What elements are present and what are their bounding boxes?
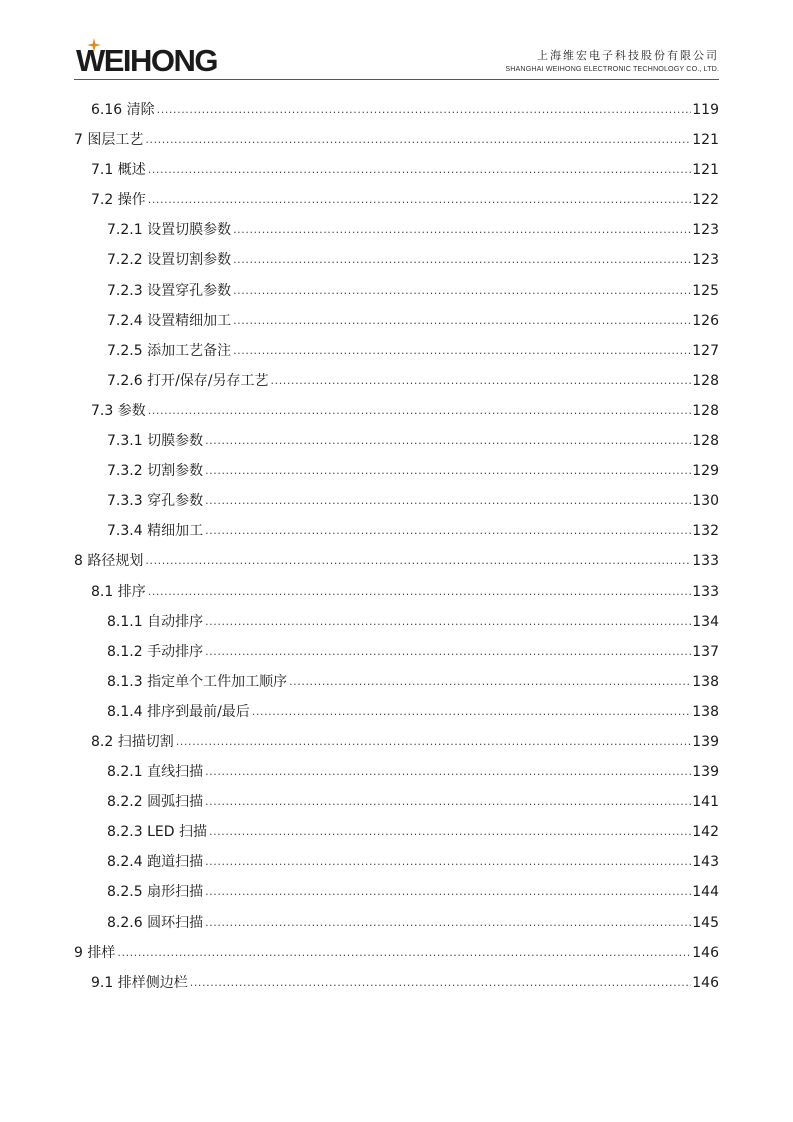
toc-entry-text: 扇形扫描: [147, 884, 204, 901]
toc-entry-text: 清除: [126, 102, 155, 118]
toc-page-number: 138: [692, 673, 719, 690]
toc-entry-number: 8.1.1: [107, 613, 143, 630]
toc-entry-number: 7.2.3: [107, 282, 143, 299]
toc-entry-number: 7.3.2: [107, 463, 143, 480]
company-name-cn: 上海维宏电子科技股份有限公司: [537, 49, 719, 62]
toc-dot-leader: [233, 214, 691, 245]
toc-entry[interactable]: [74, 516, 719, 546]
toc-page-number: 142: [692, 824, 719, 841]
toc-entry-title: [91, 968, 190, 998]
toc-entry-text: 排序: [117, 583, 146, 600]
toc-entry-text: 直线扫描: [147, 764, 204, 781]
toc-entry-title: [107, 426, 205, 456]
toc-entry-text: 自动排序: [147, 613, 204, 630]
toc-dot-leader: [190, 967, 692, 998]
toc-entry-number: 8.1.2: [107, 643, 143, 660]
toc-entry-number: 8.1.4: [107, 703, 143, 720]
toc-entry-title: [107, 877, 205, 907]
company-block: [505, 49, 719, 74]
toc-page-number: 133: [692, 553, 719, 570]
toc-entry[interactable]: [74, 607, 719, 637]
toc-entry[interactable]: [74, 877, 719, 907]
toc-page-number: 125: [692, 282, 719, 299]
toc-entry-text: LED 扫描: [147, 824, 207, 841]
toc-dot-leader: [148, 395, 692, 426]
toc-entry-number: 7.1: [91, 162, 114, 179]
page-header: [74, 36, 719, 82]
toc-entry-number: 7.2.4: [107, 312, 143, 329]
toc-entry[interactable]: [74, 426, 719, 456]
toc-dot-leader: [148, 184, 692, 215]
toc-dot-leader: [157, 94, 692, 125]
toc-dot-leader: [205, 515, 691, 546]
toc-entry-text: 参数: [117, 402, 146, 419]
toc-entry-title: [91, 185, 148, 215]
toc-entry[interactable]: [74, 817, 719, 847]
toc-page-number: 127: [692, 342, 719, 359]
toc-entry-number: 8.2.2: [107, 794, 143, 811]
toc-entry-number: 8.2: [91, 733, 114, 750]
toc-dot-leader: [252, 696, 691, 727]
toc-entry-number: 8.2.6: [107, 914, 143, 931]
toc-entry-title: [91, 155, 148, 185]
toc-page-number: 146: [692, 944, 719, 961]
toc-entry-title: [91, 396, 148, 426]
toc-entry-number: 8.1.3: [107, 673, 143, 690]
toc-entry-text: 路径规划: [87, 553, 144, 570]
toc-dot-leader: [233, 244, 691, 275]
toc-entry-text: 设置穿孔参数: [147, 282, 232, 299]
toc-entry[interactable]: [74, 155, 719, 185]
toc-entry[interactable]: [74, 637, 719, 667]
toc-entry[interactable]: [74, 727, 719, 757]
toc-entry-title: [107, 757, 205, 787]
toc-page-number: 123: [692, 252, 719, 269]
company-name-en: SHANGHAI WEIHONG ELECTRONIC TECHNOLOGY CO., LTD.: [505, 64, 719, 73]
toc-dot-leader: [233, 335, 691, 366]
toc-page-number: 130: [692, 493, 719, 510]
toc-entry[interactable]: [74, 546, 719, 576]
toc-entry-number: 9: [74, 944, 83, 961]
logo-text: WEIHONG: [76, 43, 218, 78]
toc-entry-title: [91, 95, 157, 125]
toc-entry-text: 打开/保存/另存工艺: [147, 372, 269, 389]
toc-entry-number: 7.3.3: [107, 493, 143, 510]
toc-entry-text: 跑道扫描: [147, 854, 204, 871]
toc-entry-title: [107, 456, 205, 486]
toc-page-number: 139: [692, 764, 719, 781]
toc-entry-number: 7: [74, 132, 83, 149]
toc-entry-number: 8.2.4: [107, 854, 143, 871]
toc-dot-leader: [145, 545, 691, 576]
toc-page-number: 121: [692, 132, 719, 149]
toc-entry-text: 设置切割参数: [147, 252, 232, 269]
toc-entry-title: [107, 667, 289, 697]
toc-page-number: 146: [692, 974, 719, 991]
toc-entry-number: 8: [74, 553, 83, 570]
toc-entry-text: 概述: [117, 162, 146, 179]
toc-entry[interactable]: [74, 276, 719, 306]
toc-entry[interactable]: [74, 396, 719, 426]
toc-entry-text: 排样: [87, 944, 116, 961]
toc-entry[interactable]: [74, 306, 719, 336]
toc-dot-leader: [233, 275, 691, 306]
toc-entry-title: [107, 366, 271, 396]
toc-entry-title: [107, 787, 205, 817]
toc-entry[interactable]: [74, 245, 719, 275]
toc-entry-number: 8.2.1: [107, 764, 143, 781]
toc-entry-number: 8.2.5: [107, 884, 143, 901]
toc-dot-leader: [205, 455, 691, 486]
toc-page-number: 123: [692, 222, 719, 239]
toc-dot-leader: [205, 846, 691, 877]
toc-entry-title: [107, 215, 233, 245]
toc-entry-text: 指定单个工件加工顺序: [147, 673, 288, 690]
toc-entry-number: 7.2.1: [107, 222, 143, 239]
toc-entry[interactable]: [74, 847, 719, 877]
toc-entry-title: [107, 908, 205, 938]
toc-entry-title: [107, 817, 209, 847]
toc-entry-number: 6.16: [91, 102, 123, 118]
toc-page-number: 137: [692, 643, 719, 660]
toc-entry-text: 切割参数: [147, 463, 204, 480]
toc-entry-number: 7.3.4: [107, 523, 143, 540]
toc-entry-title: [74, 938, 117, 968]
table-of-contents: [74, 95, 719, 998]
toc-entry-text: 设置切膜参数: [147, 222, 232, 239]
toc-entry[interactable]: [74, 908, 719, 938]
toc-entry-text: 扫描切割: [117, 733, 174, 750]
toc-entry-number: 7.2: [91, 192, 114, 209]
toc-entry[interactable]: [74, 215, 719, 245]
toc-entry[interactable]: [74, 486, 719, 516]
toc-page-number: 134: [692, 613, 719, 630]
toc-entry[interactable]: [74, 968, 719, 998]
toc-page-number: 144: [692, 884, 719, 901]
toc-entry-text: 图层工艺: [87, 132, 144, 149]
toc-page-number: 133: [692, 583, 719, 600]
toc-entry-text: 圆弧扫描: [147, 794, 204, 811]
toc-page-number: 122: [692, 192, 719, 209]
toc-entry-title: [74, 125, 145, 155]
toc-page-number: 128: [692, 372, 719, 389]
toc-dot-leader: [176, 726, 692, 757]
toc-page-number: 141: [692, 794, 719, 811]
toc-dot-leader: [209, 816, 691, 847]
toc-entry-title: [107, 607, 205, 637]
toc-entry-title: [107, 847, 205, 877]
toc-page-number: 128: [692, 402, 719, 419]
toc-dot-leader: [148, 576, 692, 607]
toc-page-number: 138: [692, 703, 719, 720]
toc-entry-text: 设置精细加工: [147, 312, 232, 329]
toc-page-number: 128: [692, 433, 719, 450]
toc-page-number: 126: [692, 312, 719, 329]
toc-dot-leader: [205, 485, 691, 516]
toc-entry[interactable]: [74, 757, 719, 787]
toc-dot-leader: [289, 666, 691, 697]
toc-entry-number: 7.3: [91, 402, 114, 419]
toc-entry-text: 精细加工: [147, 523, 204, 540]
toc-entry[interactable]: [74, 125, 719, 155]
toc-entry-title: [107, 516, 205, 546]
toc-entry-number: 7.2.2: [107, 252, 143, 269]
toc-entry-title: [91, 577, 148, 607]
toc-page-number: 145: [692, 914, 719, 931]
toc-entry[interactable]: [74, 456, 719, 486]
toc-dot-leader: [205, 876, 691, 907]
toc-entry-number: 9.1: [91, 974, 114, 991]
toc-dot-leader: [205, 786, 691, 817]
toc-dot-leader: [271, 365, 692, 396]
toc-dot-leader: [205, 756, 691, 787]
toc-dot-leader: [205, 907, 691, 938]
toc-entry-text: 排样侧边栏: [117, 974, 188, 991]
toc-entry-text: 穿孔参数: [147, 493, 204, 510]
toc-dot-leader: [205, 425, 691, 456]
toc-entry-title: [107, 697, 252, 727]
toc-entry-title: [107, 336, 233, 366]
toc-entry[interactable]: [74, 577, 719, 607]
toc-entry[interactable]: [74, 697, 719, 727]
toc-dot-leader: [233, 305, 691, 336]
weihong-logo: [74, 38, 249, 80]
toc-entry-title: [91, 727, 176, 757]
toc-page-number: 132: [692, 523, 719, 540]
toc-dot-leader: [205, 636, 691, 667]
toc-page-number: 129: [692, 463, 719, 480]
toc-entry-title: [74, 546, 145, 576]
toc-entry-text: 切膜参数: [147, 433, 204, 450]
toc-entry-text: 手动排序: [147, 643, 204, 660]
toc-dot-leader: [145, 124, 691, 155]
toc-entry-number: 8.1: [91, 583, 114, 600]
toc-entry-number: 7.3.1: [107, 433, 143, 450]
toc-entry[interactable]: [74, 938, 719, 968]
toc-entry-text: 添加工艺备注: [147, 342, 232, 359]
toc-entry[interactable]: [74, 787, 719, 817]
toc-entry-title: [107, 306, 233, 336]
toc-entry-title: [107, 245, 233, 275]
toc-entry[interactable]: [74, 185, 719, 215]
toc-entry-number: 8.2.3: [107, 824, 143, 841]
toc-dot-leader: [205, 606, 691, 637]
toc-entry[interactable]: [74, 366, 719, 396]
toc-entry-text: 排序到最前/最后: [147, 703, 250, 720]
toc-entry-title: [107, 276, 233, 306]
toc-entry-number: 7.2.6: [107, 372, 143, 389]
toc-page-number: 143: [692, 854, 719, 871]
toc-dot-leader: [148, 154, 692, 185]
toc-entry[interactable]: [74, 95, 719, 125]
toc-dot-leader: [117, 937, 691, 968]
toc-entry[interactable]: [74, 336, 719, 366]
toc-entry-title: [107, 637, 205, 667]
header-divider: [74, 79, 719, 80]
toc-page-number: 139: [692, 733, 719, 750]
toc-page-number: 119: [692, 102, 719, 118]
toc-page-number: 121: [692, 162, 719, 179]
toc-entry-number: 7.2.5: [107, 342, 143, 359]
toc-entry-title: [107, 486, 205, 516]
toc-entry-text: 操作: [117, 192, 146, 209]
toc-entry-text: 圆环扫描: [147, 914, 204, 931]
toc-entry[interactable]: [74, 667, 719, 697]
